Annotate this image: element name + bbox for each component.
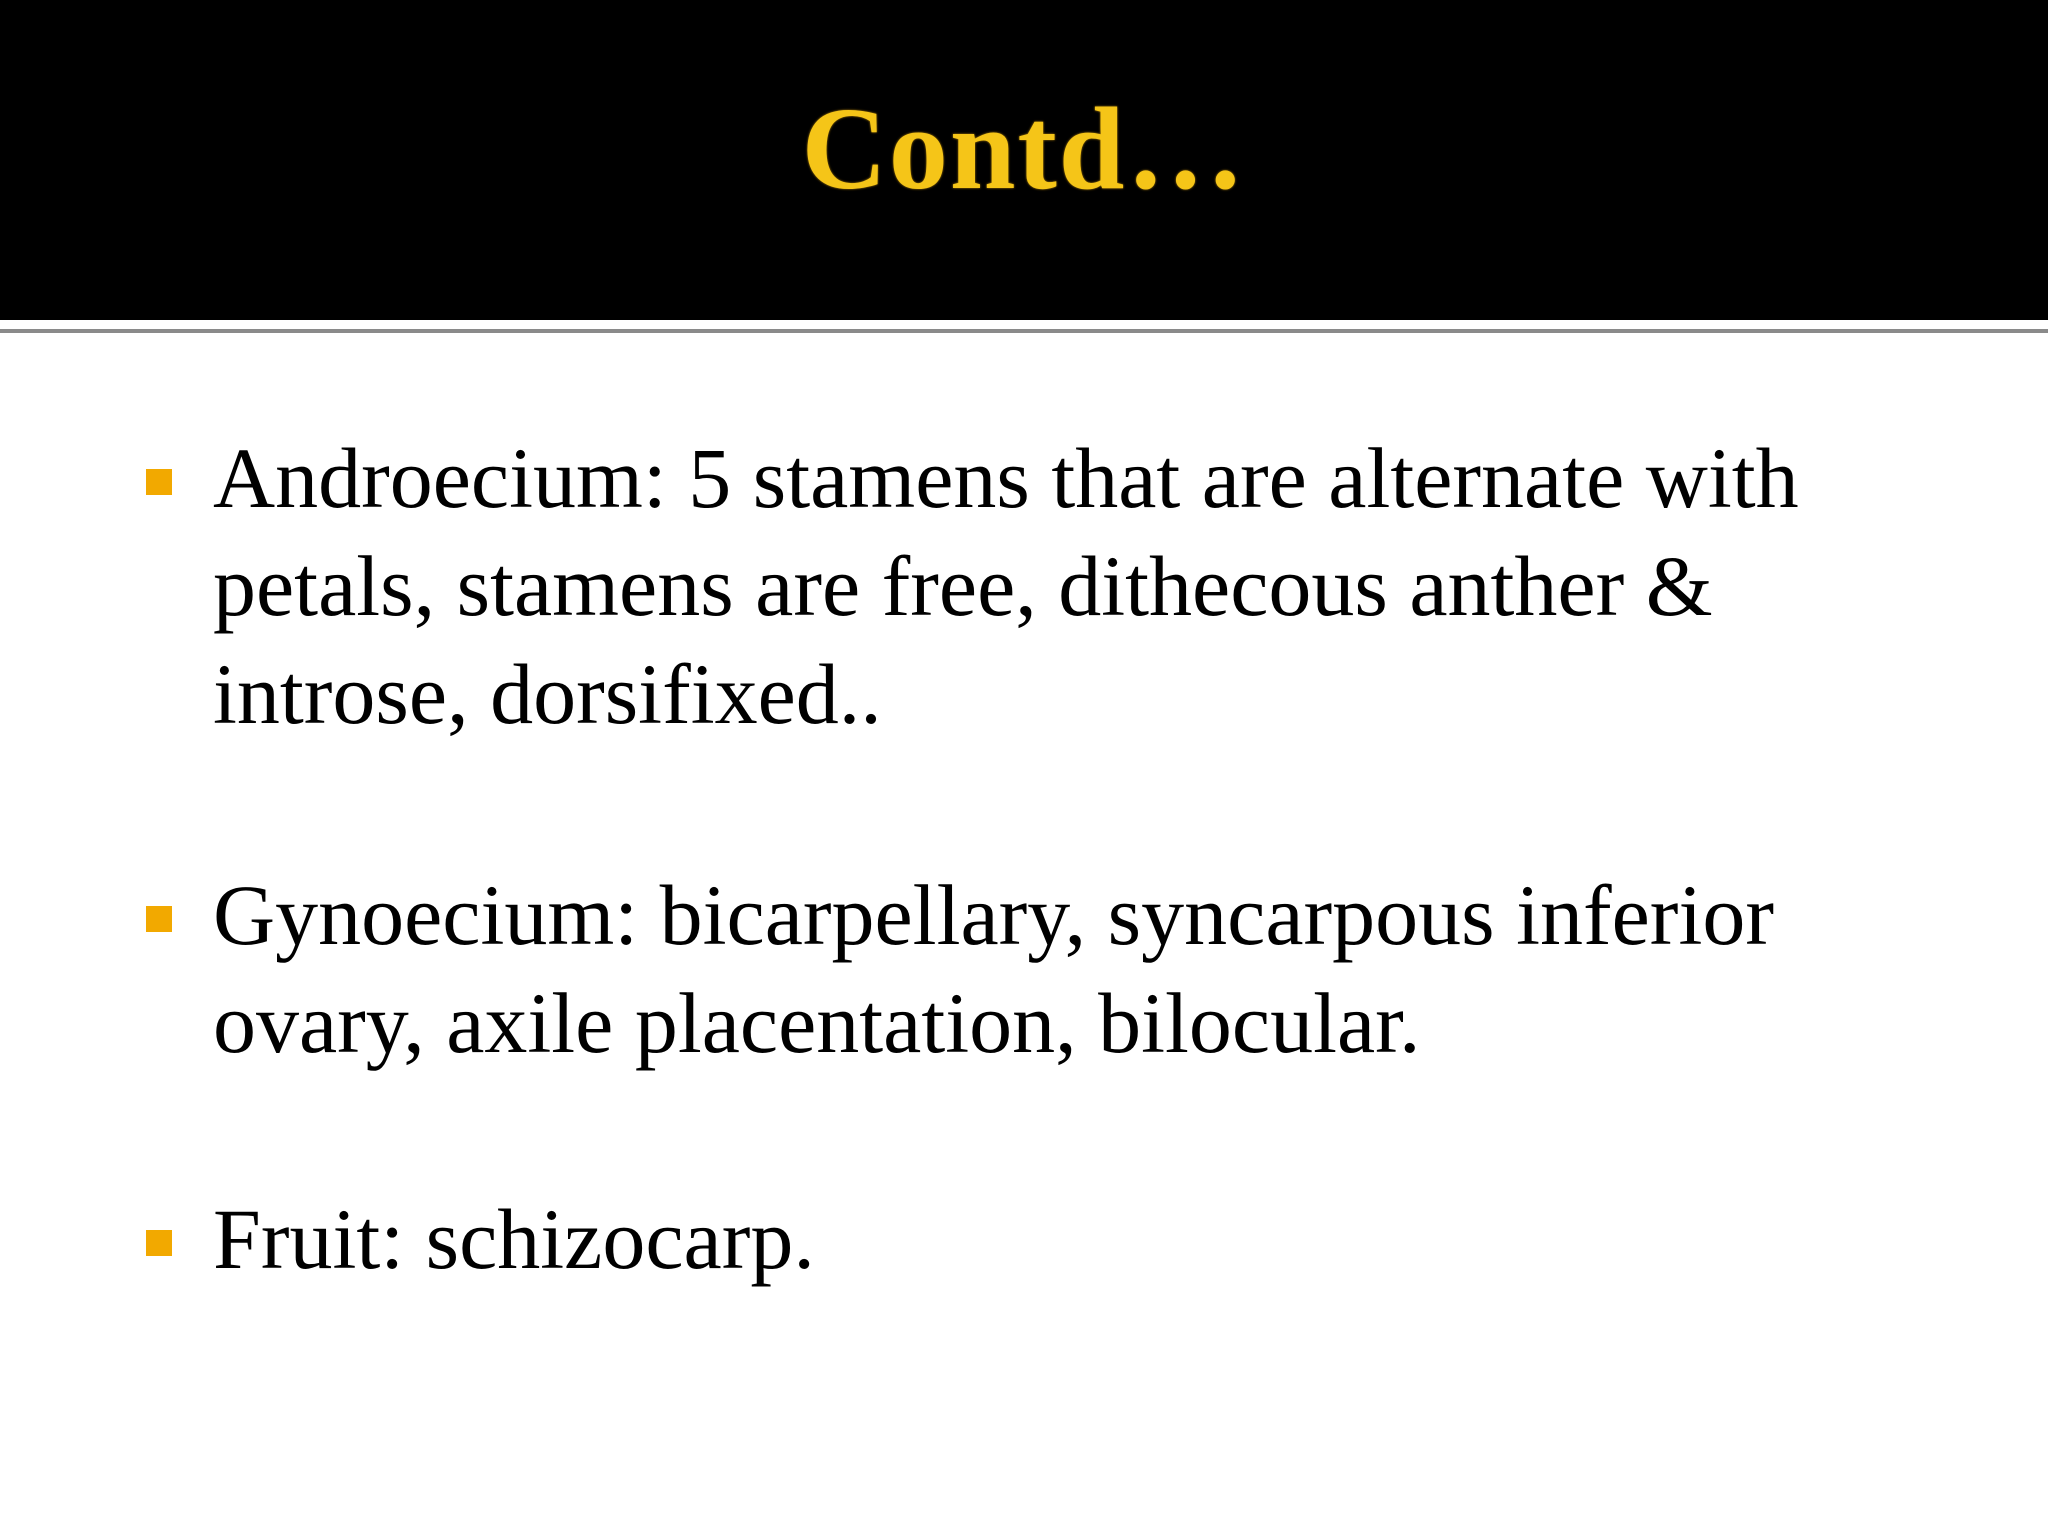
bullet-square-icon bbox=[146, 469, 172, 495]
bullet-item-gynoecium: Gynoecium: bicarpellary, syncarpous inferior ovary, axile placentation, bilocular. bbox=[213, 867, 1774, 1071]
bullet-item-fruit: Fruit: schizocarp. bbox=[213, 1191, 815, 1287]
bullet-square-icon bbox=[146, 906, 172, 932]
slide-title: Contd… bbox=[801, 83, 1247, 214]
bullet-item-androecium: Androecium: 5 stamens that are alternate with petals, stamens are free, dithecous anther & introse, dorsifixed.. bbox=[213, 430, 1799, 742]
bullet-square-icon bbox=[146, 1230, 172, 1256]
